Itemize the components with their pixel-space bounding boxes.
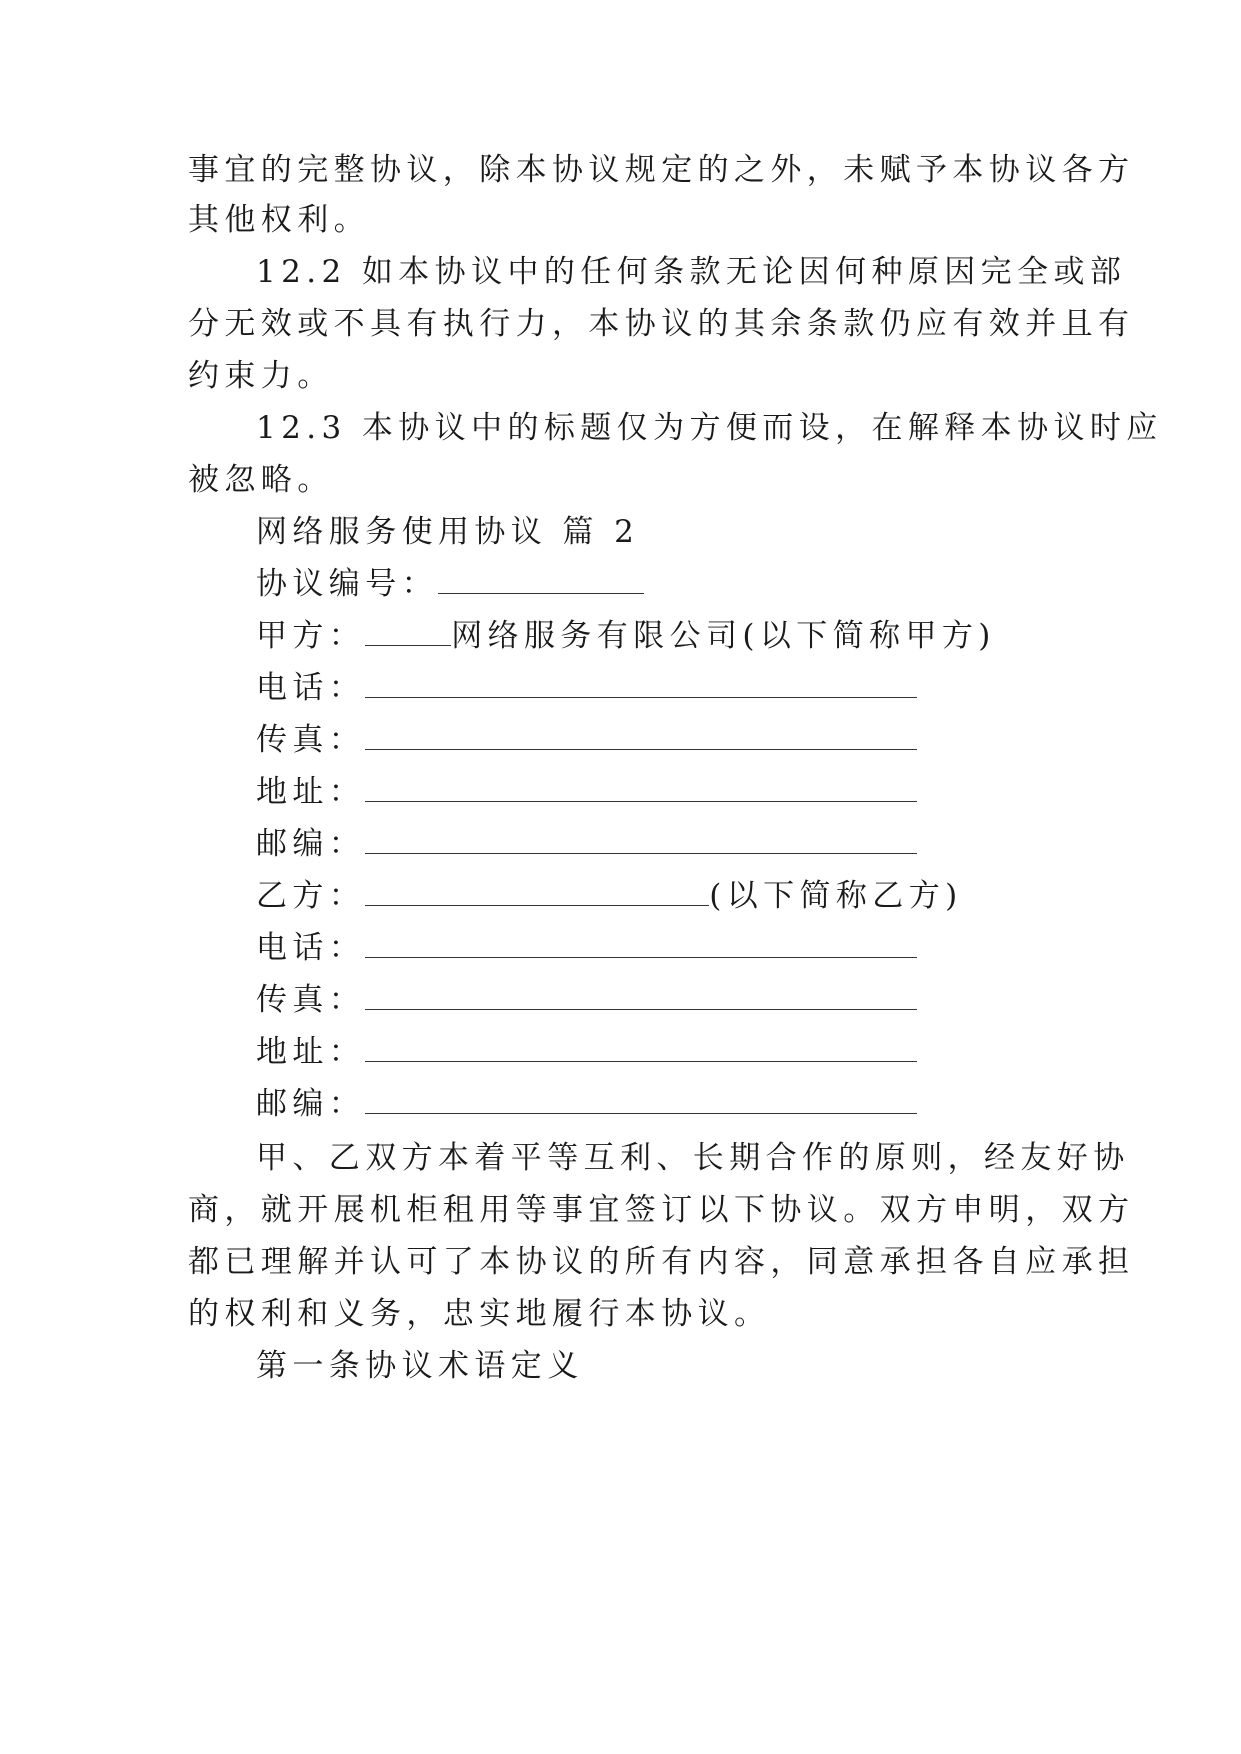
field-label: 地址： — [256, 1034, 366, 1070]
party-b-phone-row — [256, 928, 917, 968]
clause-12-3: 12.3 本协议中的标题仅为方便而设，在解释本协议时应 — [256, 410, 1163, 446]
closing-paragraph-line: 甲、乙双方本着平等互利、长期合作的原则，经友好协 — [256, 1140, 1130, 1176]
party-a-label: 甲方： — [256, 618, 366, 654]
party-a-phone-row — [256, 668, 917, 708]
field-blank — [365, 669, 917, 698]
agreement-number-row — [256, 564, 644, 604]
party-a-suffix: 网络服务有限公司(以下简称甲方) — [451, 618, 996, 654]
party-a-name-blank — [365, 617, 451, 646]
clause-12-2: 12.2 如本协议中的任何条款无论因何种原因完全或部 — [256, 254, 1127, 290]
paragraph-line: 约束力。 — [188, 358, 334, 394]
field-blank — [365, 1033, 917, 1062]
party-a-row — [256, 616, 996, 656]
paragraph-line: 分无效或不具有执行力，本协议的其余条款仍应有效并且有 — [188, 306, 1135, 342]
party-a-postcode-row — [256, 824, 917, 864]
field-label: 邮编： — [256, 1086, 366, 1122]
agreement-number-blank — [438, 565, 644, 594]
paragraph-line: 事宜的完整协议，除本协议规定的之外，未赋予本协议各方 — [188, 152, 1135, 188]
closing-paragraph-line: 的权利和义务，忠实地履行本协议。 — [188, 1296, 771, 1332]
closing-paragraph-line: 商，就开展机柜租用等事宜签订以下协议。双方申明，双方 — [188, 1192, 1135, 1228]
party-b-postcode-row — [256, 1084, 917, 1124]
field-label: 电话： — [256, 930, 366, 966]
field-blank — [365, 721, 917, 750]
party-b-address-row — [256, 1032, 917, 1072]
field-label: 传真： — [256, 722, 366, 758]
section-title: 网络服务使用协议 篇 2 — [256, 514, 640, 550]
article-one-heading: 第一条协议术语定义 — [256, 1348, 584, 1384]
field-blank — [365, 1085, 917, 1114]
agreement-number-label: 协议编号： — [256, 566, 438, 602]
closing-paragraph-line: 都已理解并认可了本协议的所有内容，同意承担各自应承担 — [188, 1244, 1135, 1280]
paragraph-line: 被忽略。 — [188, 462, 334, 498]
party-a-fax-row — [256, 720, 917, 760]
field-label: 地址： — [256, 774, 366, 810]
field-blank — [365, 929, 917, 958]
party-b-label: 乙方： — [256, 878, 366, 914]
party-b-row — [256, 876, 963, 916]
field-blank — [365, 825, 917, 854]
field-label: 传真： — [256, 982, 366, 1018]
party-b-suffix: (以下简称乙方) — [709, 878, 963, 914]
party-a-address-row — [256, 772, 917, 812]
paragraph-line: 其他权利。 — [188, 202, 370, 238]
field-blank — [365, 773, 917, 802]
party-b-fax-row — [256, 980, 917, 1020]
party-b-name-blank — [365, 877, 709, 906]
field-blank — [365, 981, 917, 1010]
field-label: 电话： — [256, 670, 366, 706]
field-label: 邮编： — [256, 826, 366, 862]
